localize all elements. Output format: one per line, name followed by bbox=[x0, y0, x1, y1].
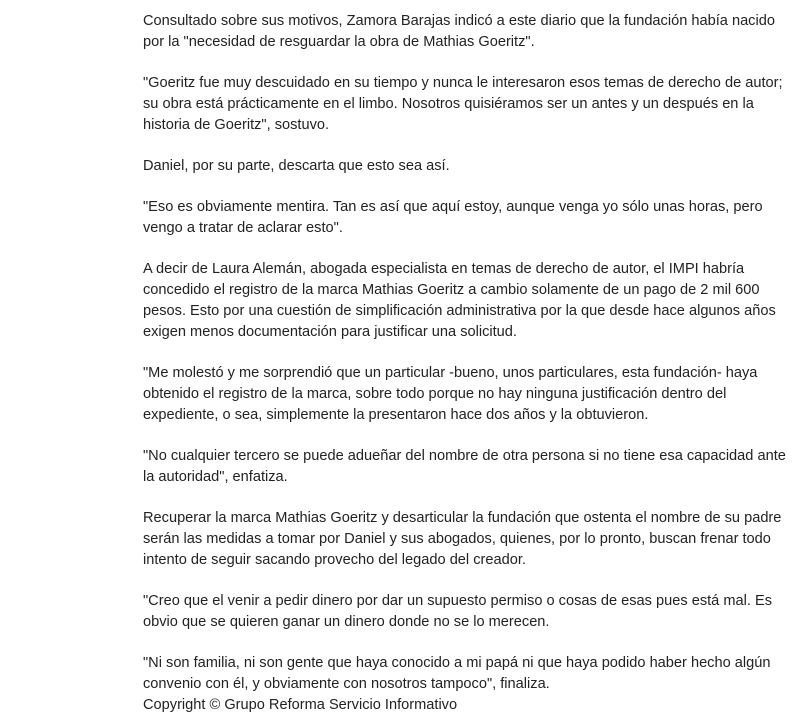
paragraph-8: Recuperar la marca Mathias Goeritz y desarticular la fundación que ostenta el nombre de su padre serán las medidas a tomar por Daniel y sus abogados, quienes, por lo pronto, buscan frenar todo intento de seguir sacando provecho del legado del creador. bbox=[143, 510, 782, 568]
article-body bbox=[143, 11, 797, 716]
paragraph-5: A decir de Laura Alemán, abogada especialista en temas de derecho de autor, el IMPI habría concedido el registro de la marca Mathias Goeritz a cambio solamente de un pago de 2 mil 600 pesos. Esto por una cuestión de simplificación administrativa por la que desde hace algunos años exigen menos documentación para justificar una solicitud. bbox=[143, 261, 776, 340]
paragraph-7: "No cualquier tercero se puede adueñar del nombre de otra persona si no tiene esa capacidad ante la autoridad", enfatiza. bbox=[143, 448, 786, 485]
paragraph-1: Consultado sobre sus motivos, Zamora Barajas indicó a este diario que la fundación había nacido por la "necesidad de resguardar la obra de Mathias Goeritz". bbox=[143, 13, 775, 50]
paragraph-6: "Me molestó y me sorprendió que un particular -bueno, unos particulares, esta fundación- haya obtenido el registro de la marca, sobre todo porque no hay ninguna justificación dentro del expediente, o sea, simplemente la presentaron hace dos años y la obtuvieron. bbox=[143, 365, 758, 423]
paragraph-3: Daniel, por su parte, descarta que esto sea así. bbox=[143, 158, 450, 174]
paragraph-2: "Goeritz fue muy descuidado en su tiempo y nunca le interesaron esos temas de derecho de autor; su obra está prácticamente en el limbo. Nosotros quisiéramos ser un antes y un después en la historia de Goeritz", sostuvo. bbox=[143, 75, 783, 133]
paragraph-4: "Eso es obviamente mentira. Tan es así que aquí estoy, aunque venga yo sólo unas horas, pero vengo a tratar de aclarar esto". bbox=[143, 199, 763, 236]
copyright-notice: Copyright © Grupo Reforma Servicio Informativo bbox=[143, 697, 458, 713]
paragraph-9: "Creo que el venir a pedir dinero por dar un supuesto permiso o cosas de esas pues está mal. Es obvio que se quieren ganar un dinero donde no se lo merecen. bbox=[143, 593, 773, 630]
paragraph-10: "Ni son familia, ni son gente que haya conocido a mi papá ni que haya podido haber hecho algún convenio con él, y obviamente con nosotros tampoco", finaliza. bbox=[143, 655, 771, 692]
